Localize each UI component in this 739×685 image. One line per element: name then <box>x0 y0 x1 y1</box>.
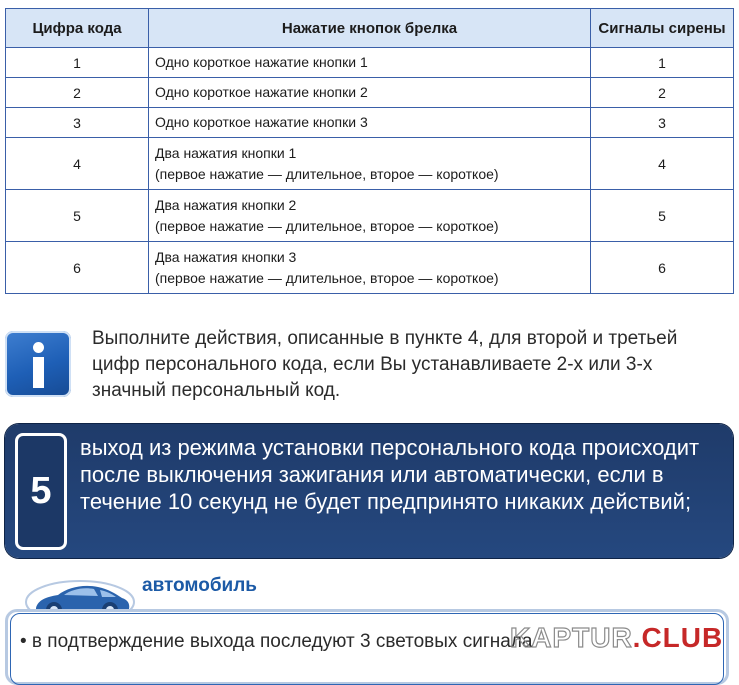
presses-note: (первое нажатие — длительное, второе — короткое) <box>155 269 499 286</box>
cell-signals: 5 <box>591 190 734 242</box>
table-row <box>6 138 734 190</box>
info-icon <box>5 331 71 397</box>
table-row <box>6 190 734 242</box>
presses-line: Два нажатия кнопки 2 <box>155 196 297 213</box>
table-row <box>6 242 734 294</box>
step-number: 5 <box>15 433 67 550</box>
watermark-part1: KAPTUR <box>510 622 633 653</box>
header-digit: Цифра кода <box>6 9 149 48</box>
cell-digit: 6 <box>6 242 149 294</box>
cell-signals: 4 <box>591 138 734 190</box>
cell-presses <box>149 108 591 138</box>
cell-presses <box>149 48 591 78</box>
table-row <box>6 78 734 108</box>
presses-note: (первое нажатие — длительное, второе — короткое) <box>155 165 499 182</box>
table-row <box>6 108 734 138</box>
header-presses: Нажатие кнопок брелка <box>149 9 591 48</box>
car-bullet-text: • в подтверждение выхода последуют 3 световых сигнала <box>20 631 533 652</box>
cell-digit: 2 <box>6 78 149 108</box>
presses-line: Одно короткое нажатие кнопки 2 <box>155 84 368 100</box>
car-heading: автомобиль <box>142 575 257 596</box>
watermark <box>510 622 723 654</box>
step-text: выход из режима установки персонального кода происходит после выключения зажигания или автоматически, если в течение 10 секунд не будет предпринято никаких действий; <box>80 435 700 514</box>
cell-signals: 3 <box>591 108 734 138</box>
info-icon-stem <box>33 357 44 388</box>
cell-presses <box>149 78 591 108</box>
cell-presses <box>149 190 591 242</box>
table-row <box>6 48 734 78</box>
info-icon-dot <box>33 342 44 353</box>
cell-digit: 1 <box>6 48 149 78</box>
watermark-part2: .CLUB <box>632 622 724 653</box>
cell-digit: 5 <box>6 190 149 242</box>
info-text: Выполните действия, описанные в пункте 4, для второй и третьей цифр персонального кода, если Вы устанавливаете 2-х или 3-х значный персональный код. <box>92 328 678 401</box>
presses-line: Два нажатия кнопки 3 <box>155 248 297 265</box>
cell-digit: 3 <box>6 108 149 138</box>
cell-signals: 6 <box>591 242 734 294</box>
presses-line: Одно короткое нажатие кнопки 3 <box>155 114 368 130</box>
cell-signals: 1 <box>591 48 734 78</box>
code-table <box>5 8 734 294</box>
header-signals: Сигналы сирены <box>591 9 734 48</box>
cell-presses <box>149 138 591 190</box>
table-header-row <box>6 9 734 48</box>
presses-line: Одно короткое нажатие кнопки 1 <box>155 54 368 70</box>
presses-note: (первое нажатие — длительное, второе — короткое) <box>155 217 499 234</box>
cell-signals: 2 <box>591 78 734 108</box>
presses-line: Два нажатия кнопки 1 <box>155 144 297 161</box>
cell-presses <box>149 242 591 294</box>
cell-digit: 4 <box>6 138 149 190</box>
